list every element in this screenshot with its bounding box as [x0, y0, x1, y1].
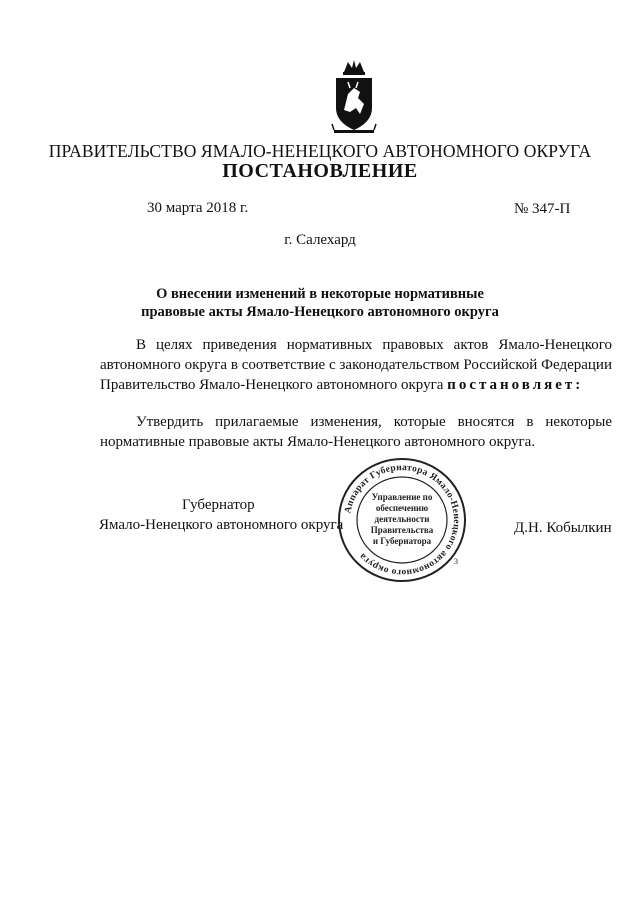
paragraph-approve — [100, 412, 612, 452]
coat-of-arms-emblem — [330, 58, 378, 136]
document-title — [0, 285, 640, 321]
document-city: г. Салехард — [284, 232, 356, 248]
signatory-position: Губернатор — [182, 497, 255, 513]
official-stamp — [336, 456, 468, 584]
government-name: ПРАВИТЕЛЬСТВО ЯМАЛО-НЕНЕЦКОГО АВТОНОМНОГО ОКРУГА — [48, 141, 592, 161]
preamble-text: В целях приведения нормативных правовых актов Ямало-Ненецкого автономного округа в соответствие с законодательством Российской Федерации Правительство Ямало-Ненецкого автономного округа — [100, 337, 612, 393]
document-date: 30 марта 2018 г. — [147, 200, 249, 216]
document-type: ПОСТАНОВЛЕНИЕ — [222, 160, 418, 182]
resolves-word: постановляет: — [447, 377, 584, 393]
stamp-center-line-3: деятельности — [374, 514, 430, 524]
stamp-center-line-5: и Губернатора — [372, 536, 432, 546]
stamp-number: 3 — [454, 557, 458, 566]
approve-text: Утвердить прилагаемые изменения, которые вносятся в некоторые нормативные правовые акты Ямало-Ненецкого автономного округа. — [100, 414, 612, 450]
title-line-1: О внесении изменений в некоторые нормативные — [156, 286, 484, 302]
stamp-ring-text: Аппарат Губернатора Ямало-Ненецкого автономного округа — [343, 462, 462, 578]
document-number: № 347-П — [514, 201, 571, 217]
stamp-center-line-4: Правительства — [370, 525, 434, 535]
title-line-2: правовые акты Ямало-Ненецкого автономного округа — [141, 304, 499, 320]
stamp-center-line-2: обеспечению — [375, 503, 429, 513]
signatory-name: Д.Н. Кобылкин — [514, 520, 612, 536]
paragraph-preamble — [100, 335, 612, 395]
signatory-region: Ямало-Ненецкого автономного округа — [99, 517, 344, 533]
stamp-center-line-1: Управление по — [371, 492, 433, 502]
